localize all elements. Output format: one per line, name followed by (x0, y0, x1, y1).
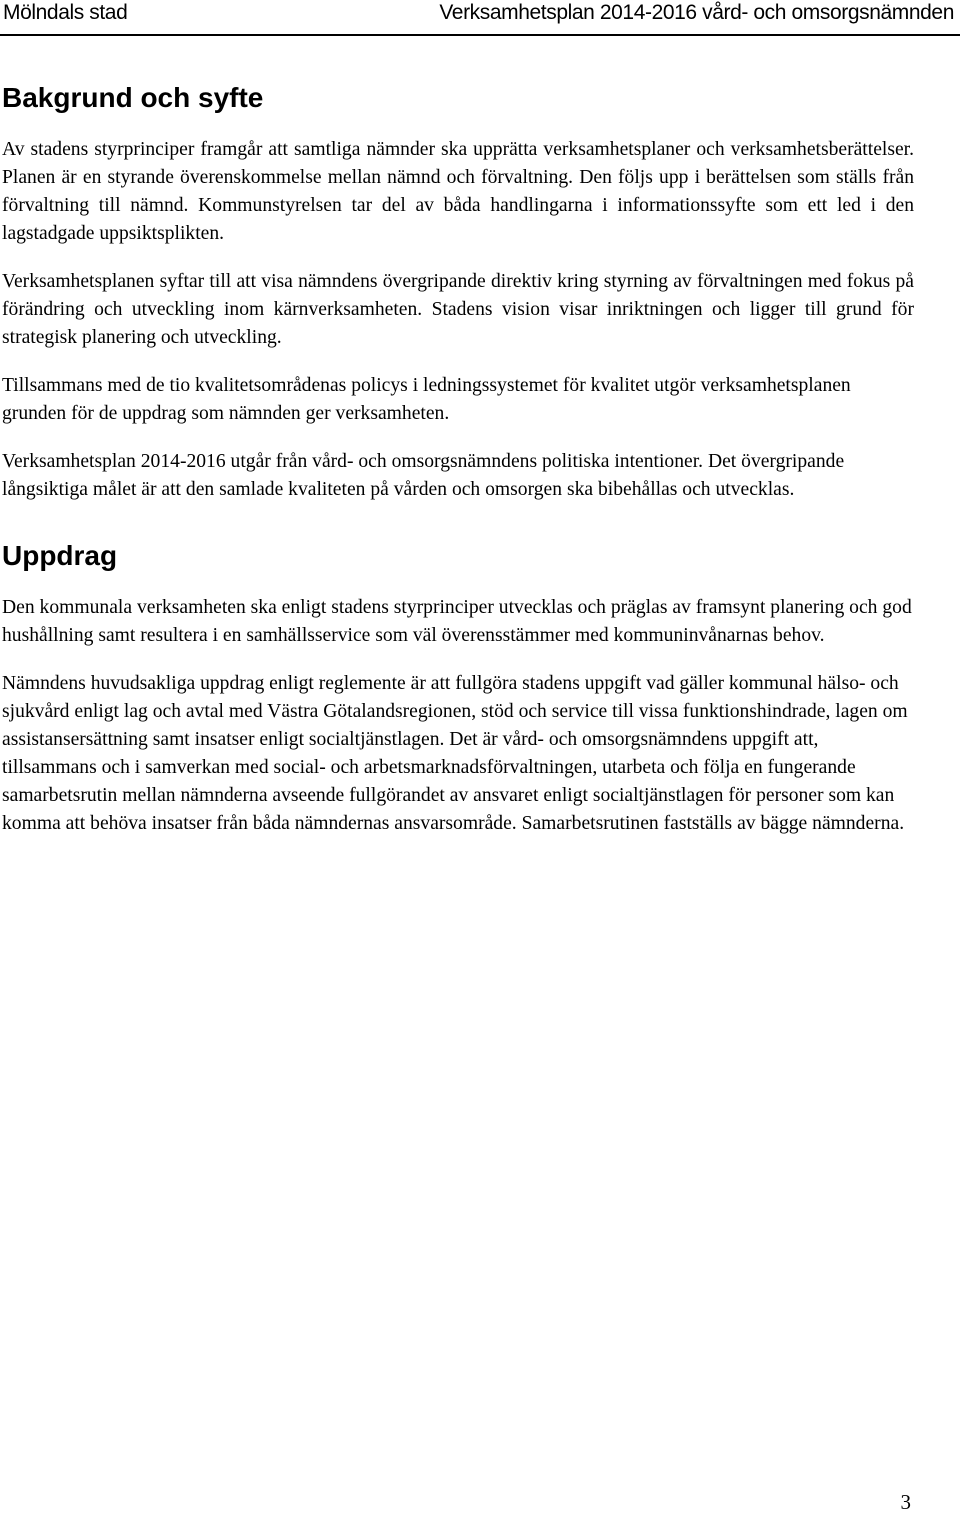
section-heading: Uppdrag (2, 540, 118, 571)
page-number: 3 (900, 1490, 911, 1514)
header-document-title: Verksamhetsplan 2014-2016 vård- och omsorgsnämnden (439, 1, 954, 24)
page-header (0, 0, 960, 26)
section-background (2, 80, 914, 504)
header-organization: Mölndals stad (3, 1, 128, 24)
paragraph: Av stadens styrprinciper framgår att samtliga nämnder ska upprätta verksamhetsplaner och verksamhetsberättelser. Planen är en styrande överenskommelse mellan nämnd och förvaltning. Den följs upp i berättelsen som ställs från förvaltning till nämnd. Kommunstyrelsen tar del av båda handlingarna i informationssyfte som ett led i den lagstadgade uppsiktsplikten. (2, 139, 914, 244)
section-assignment (2, 538, 914, 838)
section-heading: Bakgrund och syfte (2, 82, 264, 113)
document-body (2, 80, 914, 858)
header-divider (0, 34, 960, 36)
paragraph: Den kommunala verksamheten ska enligt stadens styrprinciper utvecklas och präglas av framsynt planering och god hushållning samt resultera i en samhällsservice som väl överensstämmer med kommuninvånarnas behov. (2, 597, 912, 646)
paragraph: Verksamhetsplan 2014-2016 utgår från vård- och omsorgsnämndens politiska intentioner. Det övergripande långsiktiga målet är att den samlade kvaliteten på vården och omsorgen ska bibehållas och utvecklas. (2, 451, 845, 500)
paragraph: Nämndens huvudsakliga uppdrag enligt reglemente är att fullgöra stadens uppgift vad gäller kommunal hälso- och sjukvård enligt lag och avtal med Västra Götalandsregionen, stöd och service till vissa funktionshindrade, lagen om assistansersättning samt insatser enligt socialtjänstlagen. Det är vård- och omsorgsnämndens uppgift att, tillsammans och i samverkan med social- och arbetsmarknadsförvaltningen, utarbeta och följa en fungerande samarbetsrutin mellan nämnderna avseende fullgörandet av ansvaret enligt socialtjänstlagen för personer som kan komma att behöva insatser från båda nämndernas ansvarsområde. Samarbetsrutinen fastställs av bägge nämnderna. (2, 673, 908, 834)
paragraph: Tillsammans med de tio kvalitetsområdenas policys i ledningssystemet för kvalitet utgör verksamhetsplanen grunden för de uppdrag som nämnden ger verksamheten. (2, 375, 851, 424)
paragraph: Verksamhetsplanen syftar till att visa nämndens övergripande direktiv kring styrning av förvaltningen med fokus på förändring och utveckling inom kärnverksamheten. Stadens vision visar inriktningen och ligger till grund för strategisk planering och utveckling. (2, 271, 914, 348)
